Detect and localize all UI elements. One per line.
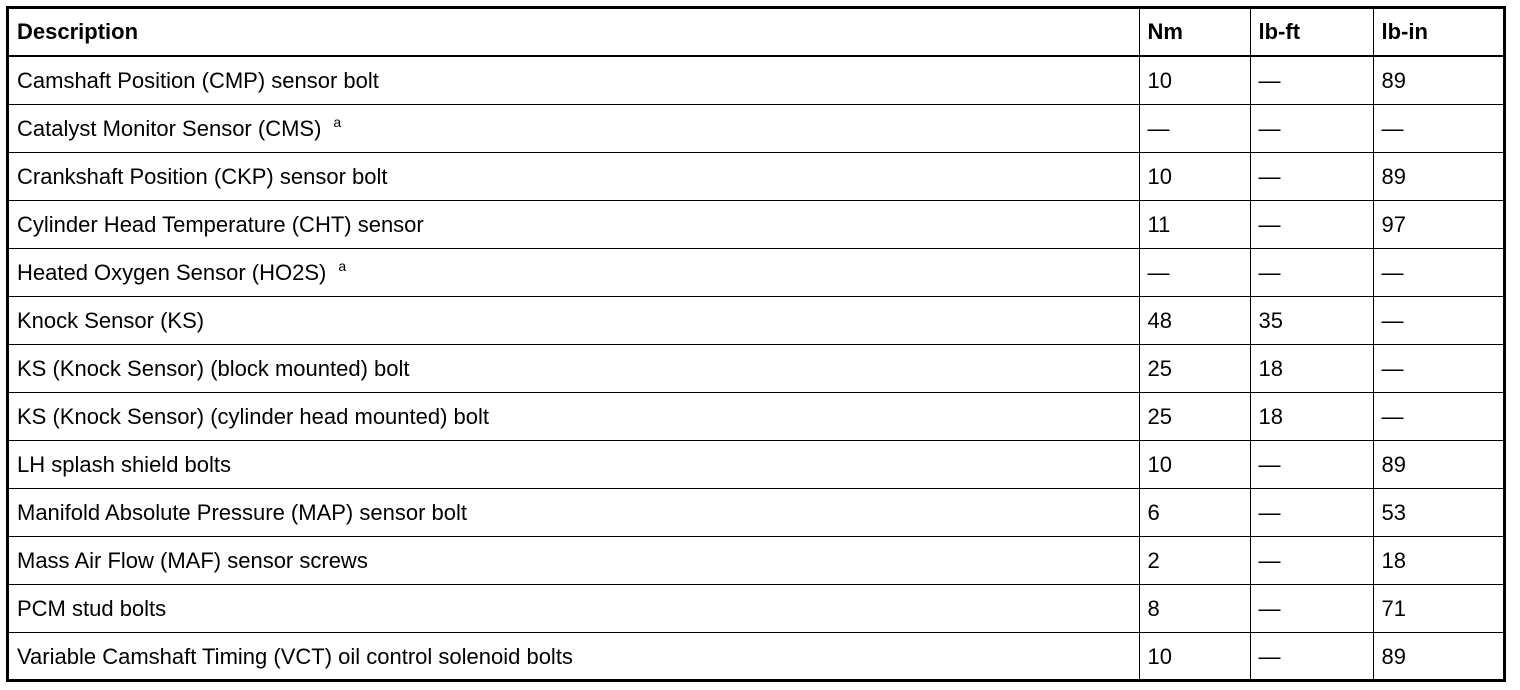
table-row bbox=[9, 633, 1503, 681]
cell-lbft: — bbox=[1250, 201, 1373, 249]
table-row bbox=[9, 201, 1503, 249]
cell-lbft: — bbox=[1250, 633, 1373, 681]
cell-lbft: — bbox=[1250, 153, 1373, 201]
cell-lbin: 18 bbox=[1373, 537, 1503, 585]
table-row bbox=[9, 345, 1503, 393]
cell-nm: — bbox=[1139, 105, 1250, 153]
cell-description bbox=[9, 633, 1139, 681]
cell-description bbox=[9, 585, 1139, 633]
description-text: Manifold Absolute Pressure (MAP) sensor bolt bbox=[17, 499, 467, 525]
table-row bbox=[9, 56, 1503, 105]
cell-lbft: — bbox=[1250, 105, 1373, 153]
cell-lbin: 89 bbox=[1373, 633, 1503, 681]
header-lbin: lb-in bbox=[1373, 9, 1503, 56]
cell-lbft: — bbox=[1250, 585, 1373, 633]
cell-description bbox=[9, 489, 1139, 537]
cell-lbft: — bbox=[1250, 441, 1373, 489]
cell-nm: 2 bbox=[1139, 537, 1250, 585]
cell-lbin: — bbox=[1373, 249, 1503, 297]
table-row bbox=[9, 441, 1503, 489]
cell-description bbox=[9, 249, 1139, 297]
cell-lbin: 89 bbox=[1373, 441, 1503, 489]
cell-description bbox=[9, 297, 1139, 345]
description-text: Catalyst Monitor Sensor (CMS) bbox=[17, 115, 322, 141]
cell-lbin: — bbox=[1373, 297, 1503, 345]
torque-spec-table bbox=[9, 9, 1503, 680]
cell-nm: 11 bbox=[1139, 201, 1250, 249]
cell-lbin: — bbox=[1373, 393, 1503, 441]
description-text: PCM stud bolts bbox=[17, 595, 167, 621]
cell-description bbox=[9, 105, 1139, 153]
cell-nm: 8 bbox=[1139, 585, 1250, 633]
cell-lbft: 35 bbox=[1250, 297, 1373, 345]
cell-description bbox=[9, 441, 1139, 489]
cell-nm: 48 bbox=[1139, 297, 1250, 345]
cell-lbin: 89 bbox=[1373, 153, 1503, 201]
description-text: Cylinder Head Temperature (CHT) sensor bbox=[17, 211, 424, 237]
cell-nm: 10 bbox=[1139, 633, 1250, 681]
cell-description bbox=[9, 56, 1139, 105]
cell-description bbox=[9, 345, 1139, 393]
table-row bbox=[9, 537, 1503, 585]
cell-nm: 25 bbox=[1139, 393, 1250, 441]
cell-lbin: 71 bbox=[1373, 585, 1503, 633]
cell-nm: 10 bbox=[1139, 153, 1250, 201]
cell-lbin: — bbox=[1373, 105, 1503, 153]
description-text: Heated Oxygen Sensor (HO2S) bbox=[17, 259, 327, 285]
description-text: LH splash shield bolts bbox=[17, 451, 232, 477]
table-row bbox=[9, 297, 1503, 345]
cell-nm: 25 bbox=[1139, 345, 1250, 393]
table-row bbox=[9, 105, 1503, 153]
cell-description bbox=[9, 153, 1139, 201]
torque-spec-table-frame bbox=[6, 6, 1506, 682]
cell-lbft: — bbox=[1250, 249, 1373, 297]
cell-description bbox=[9, 393, 1139, 441]
description-text: Knock Sensor (KS) bbox=[17, 307, 205, 333]
description-text: Crankshaft Position (CKP) sensor bolt bbox=[17, 163, 388, 189]
table-header-row bbox=[9, 9, 1503, 56]
description-text: Camshaft Position (CMP) sensor bolt bbox=[17, 67, 379, 93]
cell-lbin: — bbox=[1373, 345, 1503, 393]
footnote-marker: a bbox=[338, 258, 347, 275]
cell-description bbox=[9, 201, 1139, 249]
header-nm: Nm bbox=[1139, 9, 1250, 56]
description-text: KS (Knock Sensor) (block mounted) bolt bbox=[17, 355, 410, 381]
cell-lbft: 18 bbox=[1250, 393, 1373, 441]
description-text: Variable Camshaft Timing (VCT) oil control solenoid bolts bbox=[17, 643, 573, 669]
header-description: Description bbox=[9, 9, 1139, 56]
cell-nm: 10 bbox=[1139, 441, 1250, 489]
cell-lbin: 97 bbox=[1373, 201, 1503, 249]
cell-lbin: 53 bbox=[1373, 489, 1503, 537]
cell-description bbox=[9, 537, 1139, 585]
cell-nm: 10 bbox=[1139, 56, 1250, 105]
table-row bbox=[9, 585, 1503, 633]
cell-nm: — bbox=[1139, 249, 1250, 297]
table-row bbox=[9, 393, 1503, 441]
cell-lbin: 89 bbox=[1373, 56, 1503, 105]
cell-lbft: — bbox=[1250, 537, 1373, 585]
cell-lbft: 18 bbox=[1250, 345, 1373, 393]
header-lbft: lb-ft bbox=[1250, 9, 1373, 56]
table-row bbox=[9, 249, 1503, 297]
cell-lbft: — bbox=[1250, 56, 1373, 105]
footnote-marker: a bbox=[333, 114, 342, 131]
description-text: KS (Knock Sensor) (cylinder head mounted) bolt bbox=[17, 403, 490, 429]
cell-lbft: — bbox=[1250, 489, 1373, 537]
table-row bbox=[9, 153, 1503, 201]
cell-nm: 6 bbox=[1139, 489, 1250, 537]
table-row bbox=[9, 489, 1503, 537]
description-text: Mass Air Flow (MAF) sensor screws bbox=[17, 547, 368, 573]
